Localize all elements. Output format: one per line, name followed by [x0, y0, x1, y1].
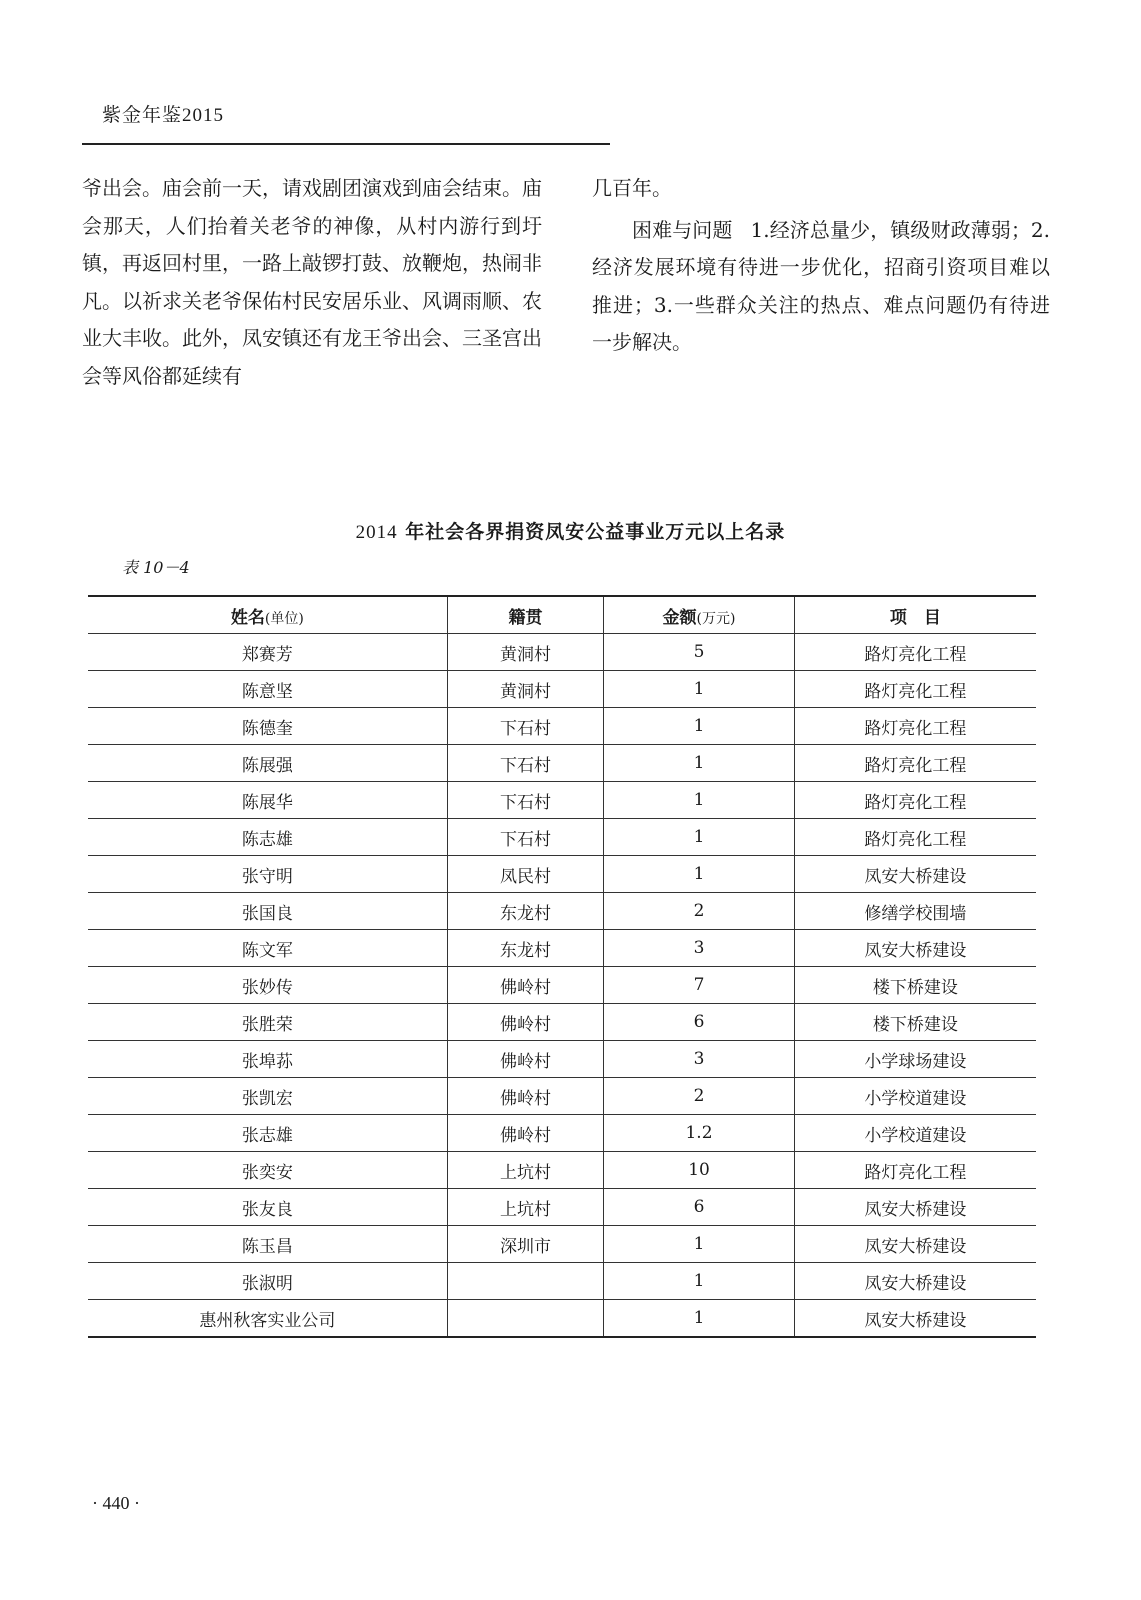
cell-project: 修缮学校围墙: [794, 893, 1036, 930]
cell-amount: 3: [604, 930, 794, 967]
cell-origin: 黄洞村: [447, 671, 604, 708]
cell-project: 路灯亮化工程: [794, 782, 1036, 819]
cell-project: 凤安大桥建设: [794, 1263, 1036, 1300]
table-row: [88, 1300, 1036, 1338]
table-row: [88, 634, 1036, 671]
section-text: 1.经济总量少，镇级财政薄弱；2.经济发展环境有待进一步优化，招商引资项目难以推进；3.一些群众关注的热点、难点问题仍有待进一步解决。: [592, 217, 1050, 354]
cell-amount: 3: [604, 1041, 794, 1078]
table-row: [88, 967, 1036, 1004]
cell-amount: 2: [604, 893, 794, 930]
header-project: 项 目: [794, 596, 1036, 634]
body-right-paragraph-1: 几百年。: [592, 176, 672, 200]
cell-amount: 6: [604, 1004, 794, 1041]
cell-amount: 1: [604, 745, 794, 782]
cell-project: 路灯亮化工程: [794, 671, 1036, 708]
running-header: [102, 100, 224, 127]
table-row: [88, 893, 1036, 930]
cell-amount: 10: [604, 1152, 794, 1189]
cell-project: 凤安大桥建设: [794, 1300, 1036, 1338]
cell-name: 陈展华: [88, 782, 447, 819]
table-row: [88, 856, 1036, 893]
table-title: [0, 517, 1141, 544]
cell-project: 凤安大桥建设: [794, 856, 1036, 893]
cell-name: 陈意坚: [88, 671, 447, 708]
cell-project: 小学校道建设: [794, 1115, 1036, 1152]
cell-amount: 1: [604, 1226, 794, 1263]
table-row: [88, 1189, 1036, 1226]
cell-name: 张妙传: [88, 967, 447, 1004]
table-row: [88, 1004, 1036, 1041]
cell-origin: 上坑村: [447, 1189, 604, 1226]
cell-name: 张奕安: [88, 1152, 447, 1189]
header-amount: 金额(万元): [604, 596, 794, 634]
cell-name: 张守明: [88, 856, 447, 893]
cell-origin: 下石村: [447, 782, 604, 819]
table-row: [88, 1115, 1036, 1152]
cell-amount: 6: [604, 1189, 794, 1226]
cell-project: 凤安大桥建设: [794, 930, 1036, 967]
cell-origin: 佛岭村: [447, 967, 604, 1004]
cell-origin: 凤民村: [447, 856, 604, 893]
cell-name: 张友良: [88, 1189, 447, 1226]
cell-project: 路灯亮化工程: [794, 745, 1036, 782]
cell-amount: 1: [604, 856, 794, 893]
cell-amount: 1: [604, 819, 794, 856]
cell-name: 陈德奎: [88, 708, 447, 745]
cell-project: 楼下桥建设: [794, 1004, 1036, 1041]
cell-origin: 深圳市: [447, 1226, 604, 1263]
cell-name: 陈展强: [88, 745, 447, 782]
header-year: 2015: [182, 105, 225, 126]
cell-name: 陈志雄: [88, 819, 447, 856]
cell-amount: 1.2: [604, 1115, 794, 1152]
cell-origin: 佛岭村: [447, 1115, 604, 1152]
cell-amount: 5: [604, 634, 794, 671]
cell-amount: 2: [604, 1078, 794, 1115]
table-number: 表 10－4: [122, 558, 190, 577]
cell-origin: [447, 1263, 604, 1300]
cell-amount: 7: [604, 967, 794, 1004]
table-row: [88, 708, 1036, 745]
table-body: [88, 634, 1036, 1338]
cell-project: 路灯亮化工程: [794, 634, 1036, 671]
cell-name: 张志雄: [88, 1115, 447, 1152]
donor-table: [88, 595, 1036, 1338]
cell-name: 张胜荣: [88, 1004, 447, 1041]
header-origin: 籍贯: [447, 596, 604, 634]
table-row: [88, 930, 1036, 967]
cell-project: 小学球场建设: [794, 1041, 1036, 1078]
table-title-year: 2014: [355, 522, 398, 543]
cell-amount: 1: [604, 671, 794, 708]
table-row: [88, 1078, 1036, 1115]
table-row: [88, 671, 1036, 708]
cell-name: 郑赛芳: [88, 634, 447, 671]
cell-project: 凤安大桥建设: [794, 1226, 1036, 1263]
cell-project: 路灯亮化工程: [794, 1152, 1036, 1189]
body-right-column: [592, 170, 1050, 362]
cell-origin: 下石村: [447, 819, 604, 856]
table-row: [88, 1226, 1036, 1263]
cell-name: 张淑明: [88, 1263, 447, 1300]
table-header-row: [88, 596, 1036, 634]
page-number: · 440 ·: [92, 1493, 140, 1513]
cell-origin: 佛岭村: [447, 1078, 604, 1115]
table-row: [88, 1263, 1036, 1300]
cell-origin: 下石村: [447, 745, 604, 782]
cell-origin: 东龙村: [447, 930, 604, 967]
section-lead: 困难与问题: [632, 217, 733, 242]
cell-name: 惠州秋客实业公司: [88, 1300, 447, 1338]
cell-name: 陈玉昌: [88, 1226, 447, 1263]
cell-project: 路灯亮化工程: [794, 708, 1036, 745]
body-left-column: [82, 170, 542, 395]
table-title-text: 年社会各界捐资凤安公益事业万元以上名录: [405, 521, 786, 543]
body-right-paragraph-2: [592, 212, 1050, 362]
cell-amount: 1: [604, 1300, 794, 1338]
cell-origin: 佛岭村: [447, 1004, 604, 1041]
cell-name: 张凯宏: [88, 1078, 447, 1115]
cell-name: 张国良: [88, 893, 447, 930]
cell-origin: [447, 1300, 604, 1338]
body-left-paragraph: 爷出会。庙会前一天，请戏剧团演戏到庙会结束。庙会那天，人们抬着关老爷的神像，从村内游行到圩镇，再返回村里，一路上敲锣打鼓、放鞭炮，热闹非凡。以祈求关老爷保佑村民安居乐业、风调雨顺、农业大丰收。此外，凤安镇还有龙王爷出会、三圣宫出会等风俗都延续有: [82, 176, 542, 388]
table-row: [88, 782, 1036, 819]
cell-project: 凤安大桥建设: [794, 1189, 1036, 1226]
cell-origin: 下石村: [447, 708, 604, 745]
header-title: 紫金年鉴: [102, 104, 183, 126]
cell-project: 小学校道建设: [794, 1078, 1036, 1115]
table-row: [88, 1152, 1036, 1189]
cell-origin: 黄洞村: [447, 634, 604, 671]
table-row: [88, 819, 1036, 856]
cell-project: 楼下桥建设: [794, 967, 1036, 1004]
cell-name: 张埠荪: [88, 1041, 447, 1078]
table-row: [88, 1041, 1036, 1078]
cell-project: 路灯亮化工程: [794, 819, 1036, 856]
cell-amount: 1: [604, 708, 794, 745]
cell-origin: 上坑村: [447, 1152, 604, 1189]
cell-origin: 东龙村: [447, 893, 604, 930]
cell-name: 陈文军: [88, 930, 447, 967]
cell-amount: 1: [604, 782, 794, 819]
cell-amount: 1: [604, 1263, 794, 1300]
cell-origin: 佛岭村: [447, 1041, 604, 1078]
table-row: [88, 745, 1036, 782]
header-name: 姓名(单位): [88, 596, 447, 634]
header-rule: [82, 143, 610, 145]
